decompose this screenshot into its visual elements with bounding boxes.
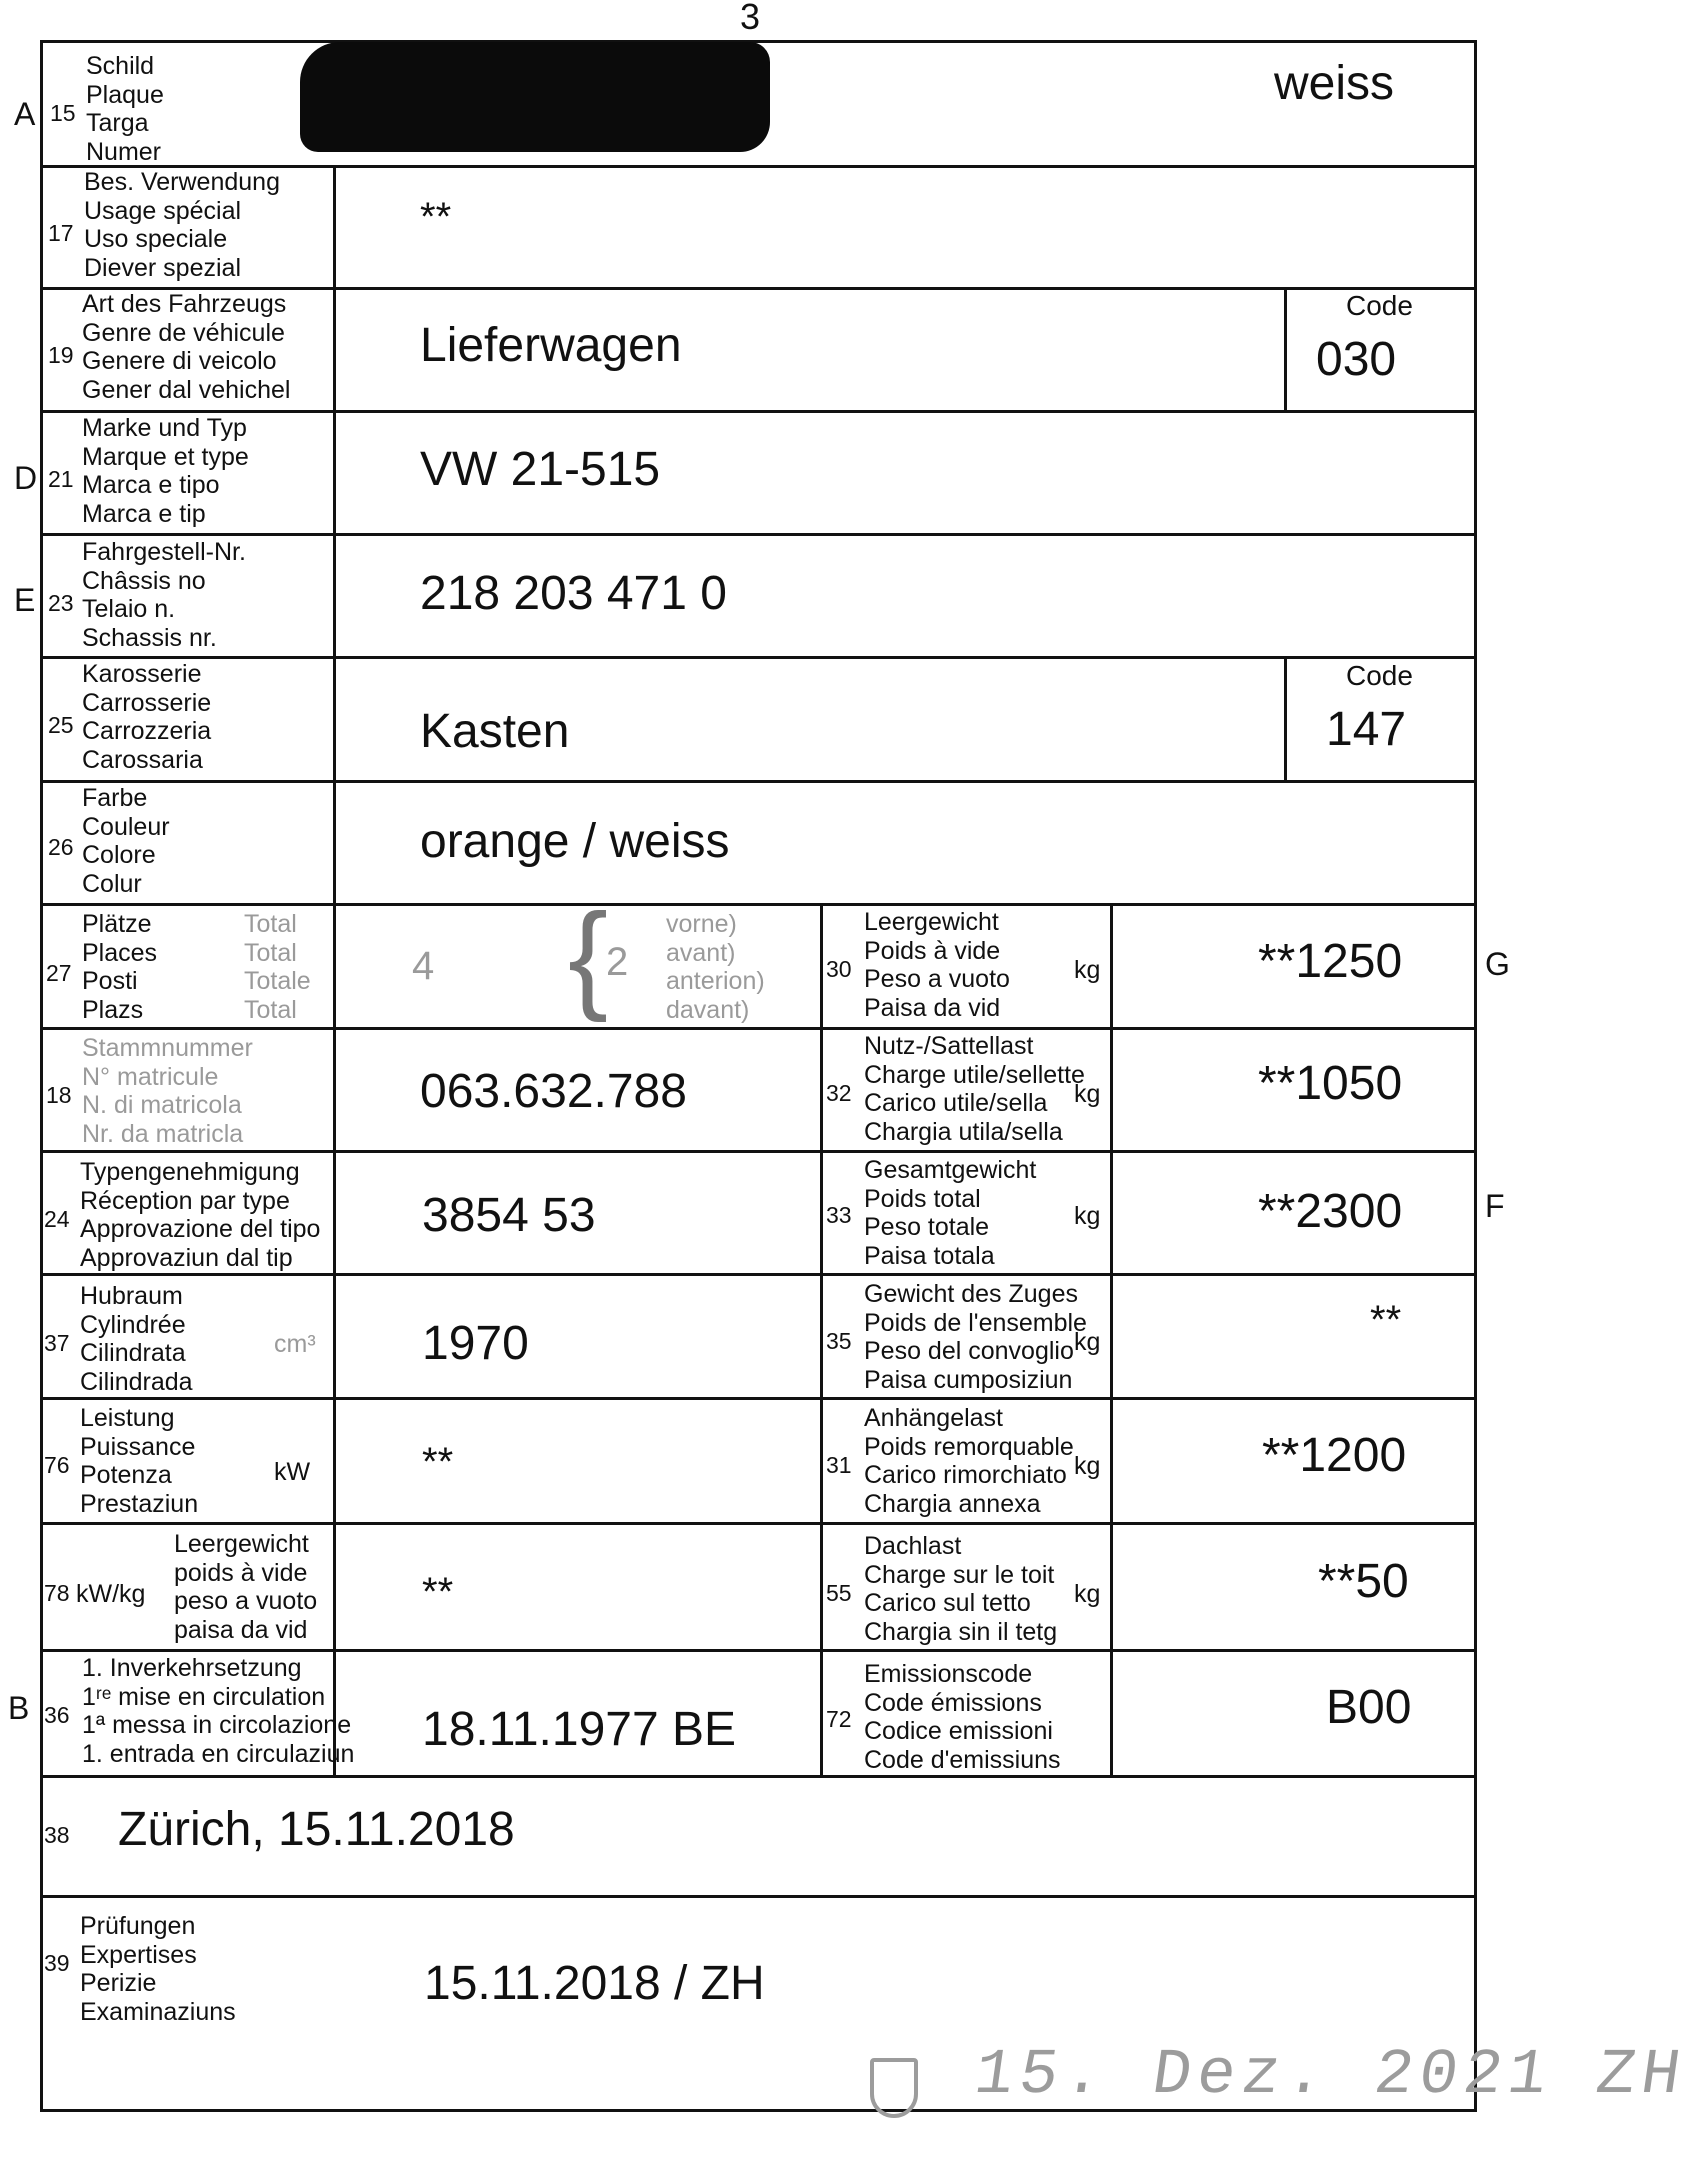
page-number: 3 (740, 0, 761, 37)
total-weight-value: **2300 (1258, 1185, 1403, 1238)
side-mark-e: E (14, 582, 36, 618)
train-weight-label: Gewicht des Zuges Poids de l'ensemble Peso del convoglio Paisa cumposiziun (864, 1280, 1087, 1394)
roof-load-value: **50 (1318, 1555, 1409, 1608)
total-weight-label: Gesamtgewicht Poids total Peso totale Paisa totala (864, 1156, 1037, 1270)
chassis-value: 218 203 471 0 (420, 567, 727, 620)
canton-shield-icon (870, 2058, 918, 2118)
body-code: 147 (1326, 703, 1407, 756)
exams-label: Prüfungen Expertises Perizie Examinaziuns (80, 1912, 236, 2026)
emission-code-label: Emissionscode Code émissions Codice emissioni Code d'emissiuns (864, 1660, 1061, 1774)
exams-value: 15.11.2018 / ZH (424, 1957, 765, 2010)
seats-total-label: Total Total Totale Total (244, 910, 311, 1024)
first-registration-value: 18.11.1977 BE (422, 1703, 737, 1756)
special-use-value: ** (420, 195, 452, 239)
displacement-label: Hubraum Cylindrée Cilindrata Cilindrada (80, 1282, 193, 1396)
redaction-mark (300, 42, 770, 152)
power-weight-label: Leergewicht poids à vide peso a vuoto paisa da vid (174, 1530, 318, 1644)
power-value: ** (422, 1440, 454, 1484)
date-stamp: 15. Dez. 2021 ZH (969, 2040, 1691, 2112)
body-label: Karosserie Carrosserie Carrozzeria Carossaria (82, 660, 212, 774)
make-type-value: VW 21-515 (420, 443, 661, 496)
roof-load-label: Dachlast Charge sur le toit Carico sul tetto Chargia sin il tetg (864, 1532, 1058, 1646)
issue-place-date: Zürich, 15.11.2018 (118, 1803, 515, 1856)
seats-front-value: 2 (606, 940, 629, 984)
matric-value: 063.632.788 (420, 1065, 687, 1118)
chassis-label: Fahrgestell-Nr. Châssis no Telaio n. Schassis nr. (82, 538, 246, 652)
power-label: Leistung Puissance Potenza Prestaziun (80, 1404, 199, 1518)
colour-value: orange / weiss (420, 815, 730, 868)
seats-front-label: vorne) avant) anterion) davant) (666, 910, 765, 1024)
train-weight-value: ** (1370, 1298, 1402, 1342)
plate-color: weiss (1274, 57, 1395, 110)
side-mark-g: G (1485, 946, 1510, 982)
field-number: 15 (50, 100, 76, 126)
first-registration-label: 1. Inverkehrsetzung 1ʳᵉ mise en circulation 1ª messa in circolazione 1. entrada en circulaziun (82, 1654, 355, 1768)
empty-weight-label: Leergewicht Poids à vide Peso a vuoto Paisa da vid (864, 908, 1010, 1022)
matric-label: Stammnummer N° matricule N. di matricola Nr. da matricla (82, 1034, 253, 1148)
vehicle-kind-label: Art des Fahrzeugs Genre de véhicule Genere di veicolo Gener dal vehichel (82, 290, 291, 404)
vehicle-kind-value: Lieferwagen (420, 319, 682, 372)
plate-label: Schild Plaque Targa Numer (86, 52, 164, 166)
body-value: Kasten (420, 705, 570, 758)
payload-label: Nutz-/Sattellast Charge utile/sellette Carico utile/sella Chargia utila/sella (864, 1032, 1085, 1146)
side-mark-a: A (14, 96, 36, 132)
vehicle-kind-code: 030 (1316, 333, 1397, 386)
trailer-load-label: Anhängelast Poids remorquable Carico rimorchiato Chargia annexa (864, 1404, 1074, 1518)
displacement-value: 1970 (422, 1317, 529, 1370)
power-weight-value: ** (422, 1570, 454, 1614)
colour-label: Farbe Couleur Colore Colur (82, 784, 170, 898)
side-mark-d: D (14, 460, 38, 496)
special-use-label: Bes. Verwendung Usage spécial Uso speciale Diever spezial (84, 168, 280, 282)
side-mark-b: B (8, 1690, 30, 1726)
side-mark-f: F (1485, 1188, 1505, 1224)
trailer-load-value: **1200 (1262, 1429, 1407, 1482)
make-type-label: Marke und Typ Marque et type Marca e tipo Marca e tip (82, 414, 249, 528)
seats-label: Plätze Places Posti Plazs (82, 910, 158, 1024)
type-approval-label: Typengenehmigung Réception par type Approvazione del tipo Approvaziun dal tip (80, 1158, 321, 1272)
type-approval-value: 3854 53 (422, 1189, 596, 1242)
emission-code-value: B00 (1326, 1681, 1412, 1734)
empty-weight-value: **1250 (1258, 935, 1403, 988)
seats-total-value: 4 (412, 944, 435, 988)
payload-value: **1050 (1258, 1057, 1403, 1110)
